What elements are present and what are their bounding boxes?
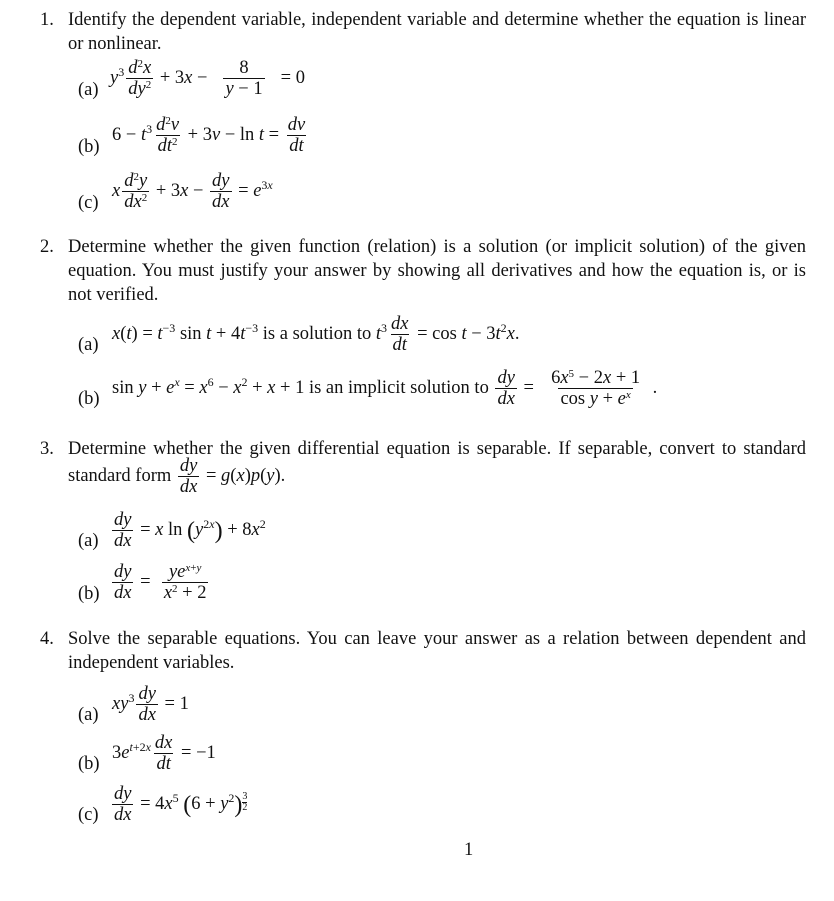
standard-form-label: standard form: [68, 465, 172, 486]
part-label: (a): [78, 531, 99, 551]
equation-1a: $y^3$ $\frac{d^2x}{dy^2}$ + 3x − $\frac{8}{y - 1}$ = 0: [110, 57, 305, 99]
problem-text: Identify the dependent variable, independent variable and determine whether the equation is linear or nonlinear.: [68, 10, 806, 54]
part-label: (c): [78, 805, 99, 825]
part-label: (a): [78, 80, 99, 100]
part-label: (b): [78, 754, 100, 774]
equation-3b: $\frac{dy}{dx}$ = $\frac{ye^{x+y}}{x^2 + 2}$: [114, 561, 207, 603]
part-label: (b): [78, 389, 100, 409]
problem-number: 3.: [40, 439, 54, 459]
equation-3a: $\frac{dy}{dx}$ = x $\ln (y^{2x}) + 8x^2$: [114, 510, 266, 551]
problem-text: Solve the separable equations. You can leave your answer as a relation between dependent and independent variables.: [68, 629, 806, 673]
equation-1c: x $\frac{d^2y}{dx^2}$ + 3x − $\frac{dy}{dx}$ = $e^{3x}$: [112, 170, 273, 212]
part-label: (b): [78, 584, 100, 604]
equation-1b: $6 - t^3$ $\frac{d^2v}{dt^2}$ + 3v − ln t = $\frac{dv}{dt}$: [112, 114, 306, 156]
problem-text: Determine whether the given function (relation) is a solution (or implicit solution) of the given equation. You must justify your answer by showing all derivatives and how the equation is, or is not verified.: [68, 237, 806, 305]
problem-number: 2.: [40, 237, 54, 257]
equation-4b: $3e^{t+2x}$ $\frac{dx}{dt}$ = −1: [112, 733, 216, 774]
statement-2b: $\sin y + e^x = x^6 - x^2 + x + 1$ is an implicit solution to $\frac{dy}{dx}$ = $\frac{6x^5 - 2x + 1}{\cos y + e^x}$ .: [112, 367, 658, 409]
part-label: (b): [78, 137, 100, 157]
problem-number: 1.: [40, 10, 54, 30]
standard-form-line: standard form $\frac{dy}{dx}$ = g(x)p(y).: [68, 456, 286, 497]
problem-text: Determine whether the given differential equation is separable. If separable, convert to standard: [68, 439, 806, 459]
equation-4a: $xy^3$ $\frac{dy}{dx}$ = 1: [112, 684, 189, 725]
connector-text: is a solution to: [262, 323, 372, 344]
statement-2a: $x(t) = t^{-3}$ $\sin t + 4t^{-3}$ is a solution to $t^3$ $\frac{dx}{dt}$ = $\cos t - 3t^2x$.: [112, 314, 520, 355]
part-label: (a): [78, 705, 99, 725]
page-number: 1: [464, 840, 474, 860]
equation-4c: $\frac{dy}{dx}$ = $4x^5$ $(6 + y^2)$ $^{\frac{3}{2}}$: [114, 784, 248, 825]
part-label: (c): [78, 193, 99, 213]
part-label: (a): [78, 335, 99, 355]
connector-text: is an implicit solution to: [308, 377, 489, 398]
problem-number: 4.: [40, 629, 54, 649]
